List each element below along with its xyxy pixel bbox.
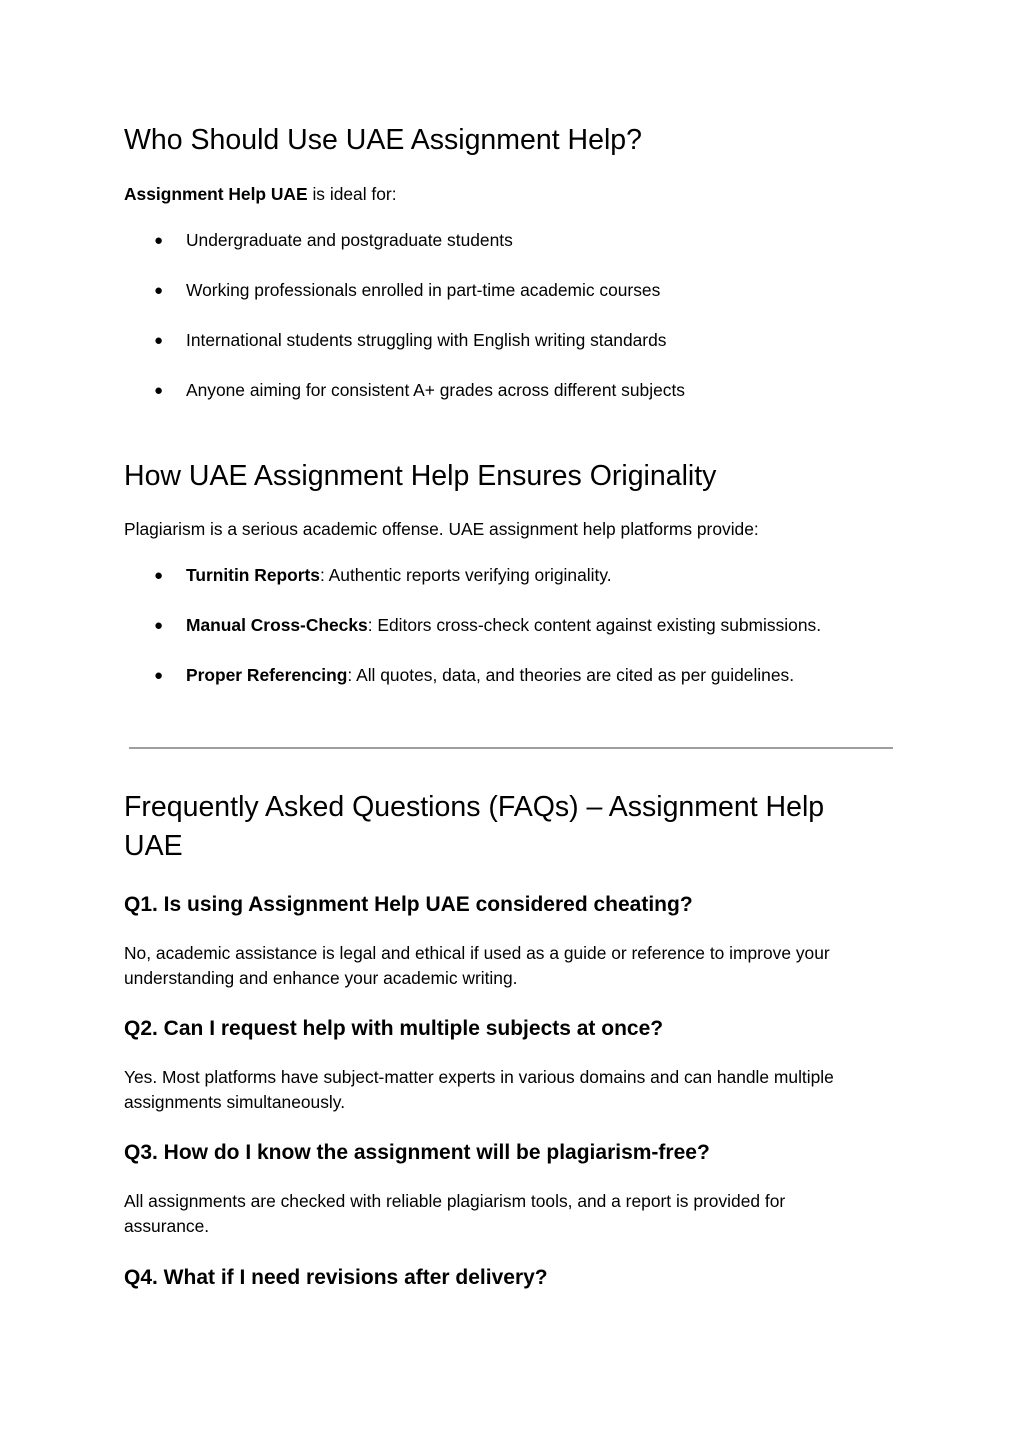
list-item-desc: : Editors cross-check content against existing submissions.	[367, 615, 822, 635]
section-heading-who-should-use: Who Should Use UAE Assignment Help?	[124, 124, 643, 156]
faq-question-4: Q4. What if I need revisions after delivery?	[124, 1266, 548, 1289]
list-item-term: Proper Referencing	[186, 665, 348, 685]
bullet-icon: ●	[154, 332, 164, 349]
faq-answer-line: understanding and enhance your academic writing.	[124, 968, 518, 988]
list-item	[124, 278, 961, 303]
bullet-icon: ●	[154, 667, 164, 684]
list-item-text: Undergraduate and postgraduate students	[186, 230, 513, 250]
faq-answer-line: All assignments are checked with reliable plagiarism tools, and a report is provided for	[124, 1191, 786, 1211]
faq-heading-line1: Frequently Asked Questions (FAQs) – Assignment Help	[124, 791, 825, 823]
bullet-icon: ●	[154, 382, 164, 399]
list-item-desc: : All quotes, data, and theories are cited as per guidelines.	[347, 665, 795, 685]
list-item	[124, 228, 961, 253]
list-item	[124, 613, 961, 638]
list-item-text: International students struggling with English writing standards	[186, 330, 667, 350]
faq-question-2: Q2. Can I request help with multiple subjects at once?	[124, 1017, 664, 1040]
faq-answer-1	[124, 941, 924, 991]
faq-answer-line: assignments simultaneously.	[124, 1092, 346, 1112]
faq-answer-3	[124, 1189, 924, 1239]
bullet-icon: ●	[154, 232, 164, 249]
list-item-text: Anyone aiming for consistent A+ grades across different subjects	[186, 380, 685, 400]
section-heading-originality: How UAE Assignment Help Ensures Originality	[124, 460, 717, 492]
list-item	[124, 663, 961, 688]
faq-answer-line: Yes. Most platforms have subject-matter experts in various domains and can handle multiple	[124, 1067, 834, 1087]
faq-answer-line: assurance.	[124, 1216, 210, 1236]
list-item-desc: : Authentic reports verifying originality.	[319, 565, 612, 585]
section1-intro-rest: is ideal for:	[307, 184, 397, 204]
faq-heading-line2: UAE	[124, 830, 183, 862]
bullet-icon: ●	[154, 282, 164, 299]
horizontal-divider	[129, 747, 893, 749]
list-item	[124, 378, 961, 403]
list-item-text: Working professionals enrolled in part-time academic courses	[186, 280, 661, 300]
list-item	[124, 328, 961, 353]
faq-question-1: Q1. Is using Assignment Help UAE considered cheating?	[124, 893, 693, 916]
bullet-icon: ●	[154, 567, 164, 584]
list-item	[124, 563, 961, 588]
section1-intro-bold: Assignment Help UAE	[124, 184, 308, 204]
list-item-term: Manual Cross-Checks	[186, 615, 368, 635]
faq-answer-line: No, academic assistance is legal and ethical if used as a guide or reference to improve your	[124, 943, 830, 963]
bullet-icon: ●	[154, 617, 164, 634]
faq-question-3: Q3. How do I know the assignment will be plagiarism-free?	[124, 1141, 710, 1164]
list-item-term: Turnitin Reports	[186, 565, 320, 585]
faq-answer-2	[124, 1065, 924, 1115]
section1-intro	[124, 182, 397, 207]
faq-heading	[124, 788, 914, 866]
section2-intro: Plagiarism is a serious academic offense. UAE assignment help platforms provide:	[124, 519, 759, 539]
